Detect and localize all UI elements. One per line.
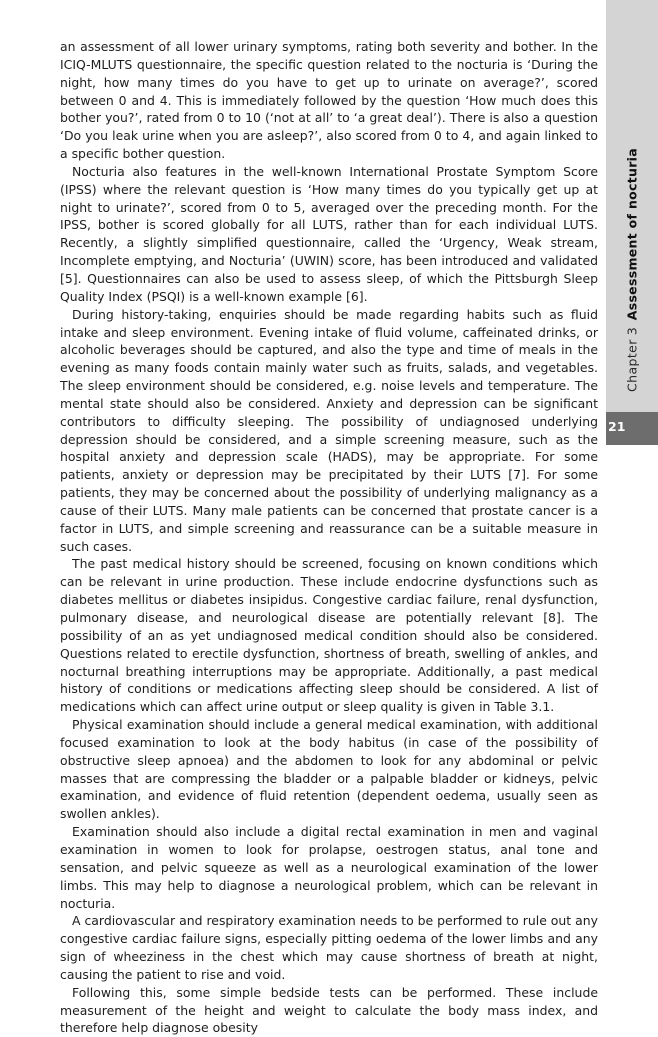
body-paragraph-1: an assessment of all lower urinary symptoms, rating both severity and bother. In the ICIQ-MLUTS questionnaire, the specific question related to the nocturia is ‘During the night, how many times do you have to get up to urinate on average?’, scored between 0 and 4. This is immediately followed by the question ‘How much does this bother you?’, rated from 0 to 10 (‘not at all’ to ‘a great deal’). There is also a question ‘Do you leak urine when you are asleep?’, also scored from 0 to 4, and again linked to a specific bother question. <box>60 39 598 162</box>
body-paragraph-6: Examination should also include a digital rectal examination in men and vaginal examination in women to look for prolapse, oestrogen status, anal tone and sensation, and pelvic squeeze as well as a neurological examination of the lower limbs. This may help to diagnose a neurological problem, which can be relevant in nocturia. <box>60 824 598 911</box>
body-paragraph-2: Nocturia also features in the well-known International Prostate Symptom Score (IPSS) where the relevant question is ‘How many times do you typically get up at night to urinate?’, scored from 0 to 5, averaged over the preceding month. For the IPSS, bother is scored globally for all LUTS, rather than for each individual LUTS. Recently, a slightly simplified questionnaire, called the ‘Urgency, Weak stream, Incomplete emptying, and Nocturia’ (UWIN) score, has been introduced and validated [5]. Questionnaires can also be used to assess sleep, of which the Pittsburgh Sleep Quality Index (PSQI) is a well-known example [6]. <box>60 163 598 304</box>
body-paragraph-5: Physical examination should include a general medical examination, with additional focused examination to look at the body habitus (in case of the possibility of obstructive sleep apnoea) and the abdomen to look for any abdominal or pelvic masses that are compressing the bladder or a palpable bladder or kidneys, pelvic examination, and evidence of fluid retention (dependent oedema, usually seen as swollen ankles). <box>60 717 598 822</box>
chapter-word: Chapter <box>624 339 640 393</box>
page-number: 21 <box>608 419 626 434</box>
chapter-number: 3 <box>624 327 640 336</box>
chapter-title: Assessment of nocturia <box>624 147 640 321</box>
chapter-label <box>625 148 640 392</box>
body-paragraph-3: During history-taking, enquiries should be made regarding habits such as fluid intake and sleep environment. Evening intake of fluid volume, caffeinated drinks, or alcoholic beverages should be captured, and also the type and time of meals in the evening as many foods contain mainly water such as fruits, salads, and vegetables. The sleep environment should be considered, e.g. noise levels and temperature. The mental state should also be considered. Anxiety and depression can be significant contributors to difficulty sleeping. The possibility of undiagnosed underlying depression should be considered, and a simple screening measure, such as the hospital anxiety and depression scale (HADS), may be appropriate. For some patients, anxiety or depression may be precipitated by their LUTS [7]. For some patients, they may be concerned about the possibility of underlying malignancy as a cause of their LUTS. Many male patients can be concerned that prostate cancer is a factor in LUTS, and simple screening and reassurance can be a suitable measure in such cases. <box>60 306 598 554</box>
body-paragraph-7: A cardiovascular and respiratory examination needs to be performed to rule out any congestive cardiac failure signs, especially pitting oedema of the lower limbs and any sign of wheeziness in the chest which may cause shortness of breath at night, causing the patient to rise and void. <box>60 913 598 982</box>
body-paragraph-8: Following this, some simple bedside tests can be performed. These include measurement of the height and weight to calculate the body mass index, and therefore help diagnose obesity <box>60 984 598 1036</box>
body-paragraph-4: The past medical history should be screened, focusing on known conditions which can be relevant in urine production. These include endocrine dysfunctions such as diabetes mellitus or diabetes insipidus. Congestive cardiac failure, renal dysfunction, pulmonary disease, and neurological disease are potentially relevant [8]. The possibility of an as yet undiagnosed medical condition should also be considered. Questions related to erectile dysfunction, shortness of breath, swelling of ankles, and nocturnal breathing interruptions may be appropriate. Additionally, a past medical history of conditions or medications affecting sleep should be considered. A list of medications which can affect urine output or sleep quality is given in Table 3.1. <box>60 556 598 715</box>
page-body <box>60 38 598 1037</box>
